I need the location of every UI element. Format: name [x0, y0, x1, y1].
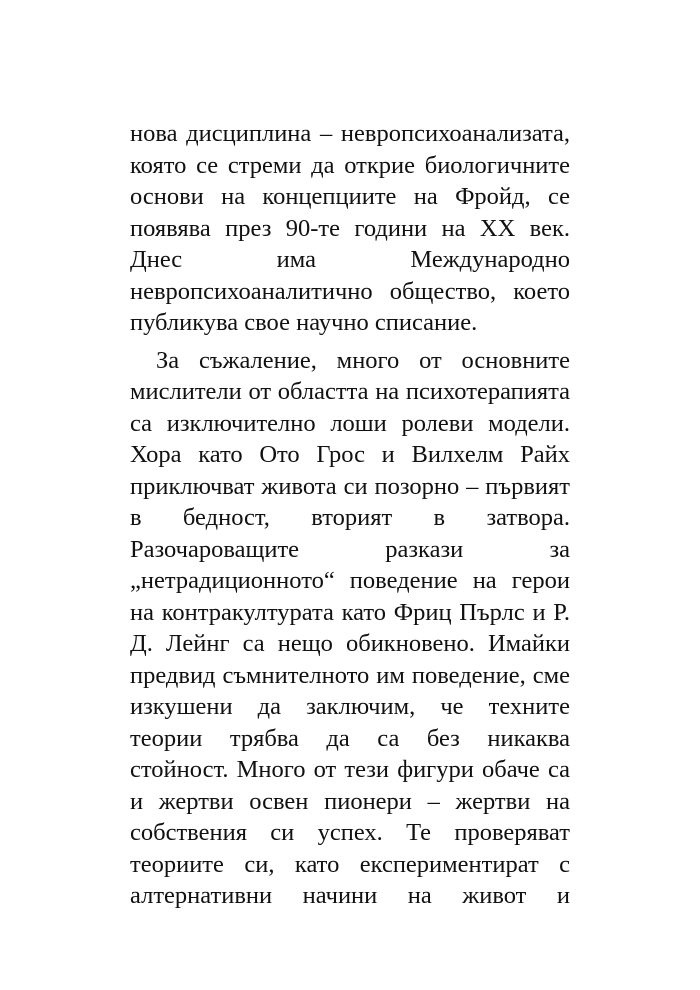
text-line: приключват живота си позорно – първият — [130, 472, 570, 500]
paragraph-1 — [130, 118, 570, 339]
text-line: теории трябва да са без никаква — [130, 724, 570, 752]
text-line: Д. Лейнг са нещо обикновено. Имайки — [130, 630, 570, 657]
text-line: публикува свое научно списание. — [130, 309, 478, 336]
text-line: мислители от областта на психотерапията — [130, 378, 570, 405]
text-line: която се стреми да открие биологичните — [130, 151, 570, 179]
text-line: Разочароващите разкази за — [130, 535, 570, 563]
text-line: Днес има Международно — [130, 246, 570, 273]
text-line: стойност. Много от тези фигури обаче са — [130, 756, 570, 783]
text-line: За съжаление, много от основните — [156, 346, 570, 374]
text-line: невропсихоаналитично общество, което — [130, 277, 570, 305]
text-line: „нетрадиционното“ поведение на герои — [130, 567, 570, 594]
text-line: са изключително лоши ролеви модели. — [130, 409, 570, 437]
text-line: изкушени да заключим, че техните — [130, 693, 570, 720]
text-line: предвид съмнителното им поведение, сме — [130, 661, 570, 689]
text-line: на контракултурата като Фриц Пърлс и Р. — [130, 598, 570, 626]
text-line: нова дисциплина – невропсихоанализата, — [130, 120, 570, 147]
paragraph-2 — [130, 345, 570, 912]
text-line: собствения си успех. Те проверяват — [130, 819, 570, 846]
text-line: в бедност, вторият в затвора. — [130, 504, 570, 531]
body-text — [130, 118, 570, 912]
text-line: алтернативни начини на живот и — [130, 882, 570, 909]
text-line: и жертви освен пионери – жертви на — [130, 787, 570, 815]
text-line: теориите си, като експериментират с — [130, 850, 570, 878]
text-line: появява през 90-те години на XX век. — [130, 214, 570, 242]
text-line: Хора като Ото Грос и Вилхелм Райх — [130, 441, 570, 468]
text-line: основи на концепциите на Фройд, се — [130, 183, 570, 210]
